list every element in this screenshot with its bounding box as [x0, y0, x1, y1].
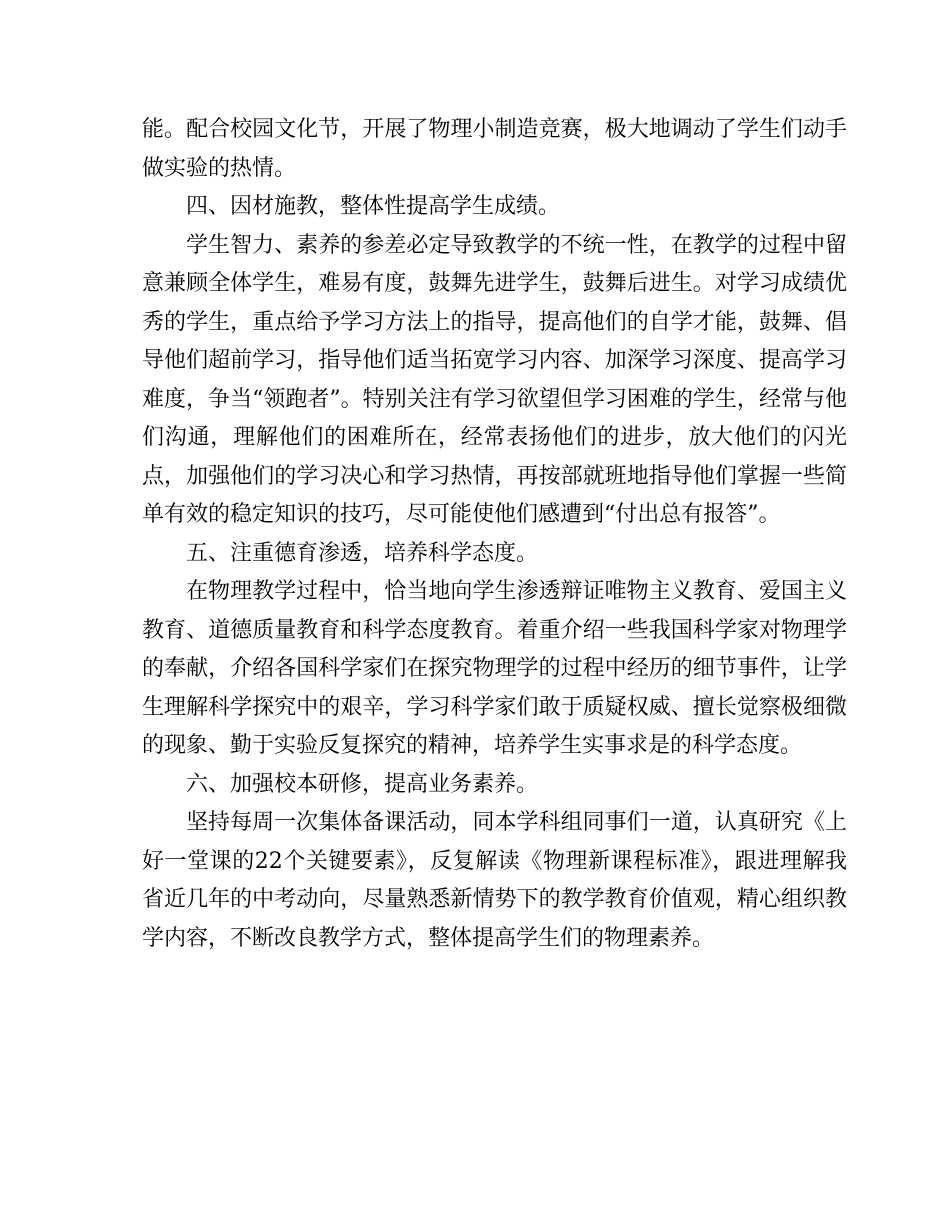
paragraph-section-5: 在物理教学过程中，恰当地向学生渗透辩证唯物主义教育、爱国主义教育、道德质量教育和科学态度教育。着重介绍一些我国科学家对物理学的奉献，介绍各国科学家们在探究物理学的过程中经历的细节事件，让学生理解科学探究中的艰辛，学习科学家们敢于质疑权威、擅长觉察极细微的现象、勤于实验反复探究的精神，培养学生实事求是的科学态度。 — [142, 579, 847, 758]
section-heading-4: 四、因材施教，整体性提高学生成绩。 — [186, 194, 561, 219]
section-heading-6: 六、加强校本研修，提高业务素养。 — [186, 771, 539, 797]
paragraph-section-6: 坚持每周一次集体备课活动，同本学科组同事们一道，认真研究《上好一堂课的22个关键要素》，反复解读《物理新课程标准》，跟进理解我省近几年的中考动向，尽量熟悉新情势下的教学教育价值观，精心组织教学内容，不断改良教学方式，整体提高学生们的物理素养。 — [142, 810, 847, 951]
paragraph-continuation: 能。配合校园文化节，开展了物理小制造竞赛，极大地调动了学生们动手做实验的热情。 — [142, 117, 847, 181]
section-heading-5: 五、注重德育渗透，培养科学态度。 — [186, 540, 539, 566]
paragraph-section-4: 学生智力、素养的参差必定导致教学的不统一性，在教学的过程中留意兼顾全体学生，难易有度，鼓舞先进学生，鼓舞后进生。对学习成绩优秀的学生，重点给予学习方法上的指导，提高他们的自学才能，鼓舞、倡导他们超前学习，指导他们适当拓宽学习内容、加深学习深度、提高学习难度，争当“领跑者”。特别关注有学习欲望但学习困难的学生，经常与他们沟通，理解他们的困难所在，经常表扬他们的进步，放大他们的闪光点，加强他们的学习决心和学习热情，再按部就班地指导他们掌握一些简单有效的稳定知识的技巧，尽可能使他们感遭到“付出总有报答”。 — [142, 232, 847, 527]
document-body — [142, 111, 847, 958]
